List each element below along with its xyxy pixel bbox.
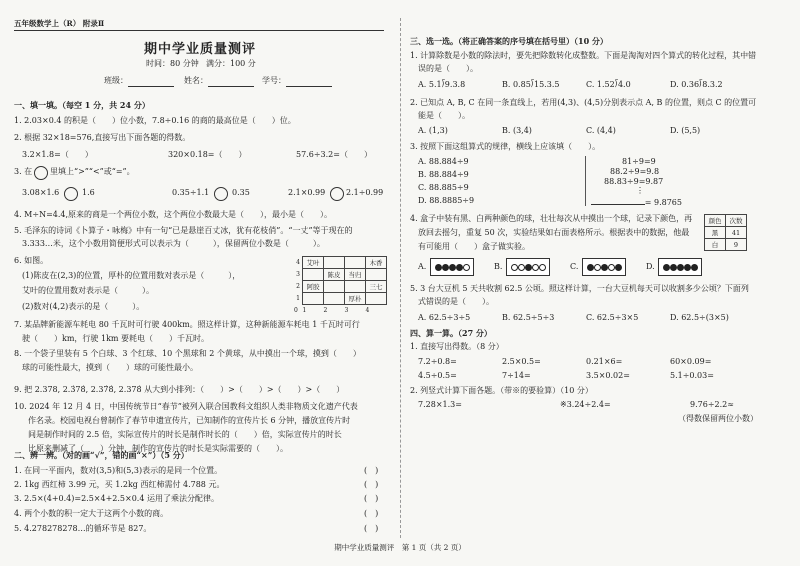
direct-2-2: 7÷14= (502, 371, 531, 380)
grid-row-label: 3 (296, 271, 300, 278)
grid-cell: 三七 (366, 281, 387, 293)
s2-paren-3[interactable]: ( ) (364, 494, 379, 503)
table-white-count: 9 (726, 239, 747, 251)
s1-q4: 4. M÷N=4.4,原来的商是一个两位小数，这个两位小数最大是（ ），最小是（ ）。 (14, 210, 333, 219)
s1-q6b: 艾叶的位置用数对表示是（ ）。 (22, 286, 154, 295)
s1-q2: 2. 根据 32×18=576,直接写出下面各题的得数。 (14, 133, 191, 142)
s3-q5a: 5. 3 台大豆机 5 天共收割 62.5 公顷。照这样计算，一台大豆机每天可以收割多少公顷？下面列 (410, 284, 749, 293)
s3-q2-optA[interactable]: A. (1,3) (418, 126, 448, 135)
page-footer: 期中学业质量测评 第 1 页（共 2 页） (334, 543, 466, 552)
grid-cell: 当归 (345, 269, 366, 281)
exam-time: 时间：80 分钟 (146, 59, 199, 68)
herb-grid (294, 256, 387, 316)
compare-right-2: 0.35 (232, 188, 250, 197)
s1-q10a: 10. 2024 年 12 月 4 日，中国传统节日“春节”被列入联合国教科文组织人类非物质文化遗产代表 (14, 402, 358, 411)
grid-cell (345, 257, 366, 269)
grid-cell (303, 269, 324, 281)
s3-q4c: 有可能用（ ）盒子做实验。 (418, 242, 530, 251)
grid-cell: 厚朴 (345, 293, 366, 305)
s1-q10b: 作名录。校园电视台曾制作了春节申遗宣传片，已知制作的宣传片长 6 分钟，播放宣传片时 (28, 416, 351, 425)
box-option-b[interactable]: B. (494, 262, 503, 271)
direct-2-1: 4.5÷0.5= (418, 371, 457, 380)
s1-q9: 9. 把 2.378, 2.3̇78̇, 2.37̇8̇, 2.378̇ 从大到小排列：（ ）>（ ）>（ ）>（ ） (14, 385, 345, 394)
grid-row-label: 1 (296, 295, 300, 302)
s1-q2b: 320×0.18=（ ） (168, 150, 247, 159)
s1-q7b: 驶（ ）km，行驶 1km 要耗电（ ）千瓦时。 (22, 334, 210, 343)
draw-result-table (704, 214, 747, 251)
grid-col-label: 1 (302, 307, 307, 314)
s3-q1-optB[interactable]: B. 0.85⟌15.3.5 (502, 80, 560, 89)
s1-q2a: 3.2×1.8=（ ） (22, 150, 93, 159)
direct-1-3: 0.21×6= (586, 357, 623, 366)
compare-right-3: 2.1÷0.99 (346, 188, 384, 197)
s3-q2-optD[interactable]: D. (5,5) (670, 126, 701, 135)
s3-q2-optB[interactable]: B. (3,4) (502, 126, 532, 135)
grid-cell: 陈皮 (324, 269, 345, 281)
s3-q4b: 放回去摇匀，重复 50 次，实验结果如右面表格所示。根据表中的数据，他最 (418, 228, 690, 237)
grid-col-label: 3 (344, 307, 349, 314)
grid-cell (324, 281, 345, 293)
s3-q2a: 2. 已知点 A, B, C 在同一条直线上，若用(4,3)、(4,5)分别表示点 A, B 的位置，则点 C 的位置可 (410, 98, 757, 107)
compare-left-3: 2.1×0.99 (288, 188, 326, 197)
s1-q5b: 3.333…米，这个小数用简便形式可以表示为（ ），保留两位小数是（ ）。 (22, 239, 325, 248)
s3-q5-optA[interactable]: A. 62.5÷3÷5 (418, 313, 471, 322)
id-label: 学号： (262, 76, 286, 85)
grid-cell (345, 281, 366, 293)
s3-q2-optC[interactable]: C. (4,4) (586, 126, 616, 135)
name-label: 姓名： (184, 76, 208, 85)
table-black-count: 41 (726, 227, 747, 239)
direct-2-3: 3.5×0.02= (586, 371, 630, 380)
s1-q2c: 57.6÷3.2=（ ） (296, 150, 372, 159)
s2-paren-2[interactable]: ( ) (364, 480, 379, 489)
s3-q1-optD[interactable]: D. 0.36⟌8.3.2 (670, 80, 723, 89)
grid-cell (366, 269, 387, 281)
compare-left-1: 3.08×1.6 (22, 188, 60, 197)
s3-q1a: 1. 计算除数是小数的除法时，要先把除数转化成整数。下面是淘淘对四个算式的转化过程，其中错 (410, 51, 757, 60)
s1-q10d: 比原来删减了（ ）分钟，制作的宣传片的时长是实际需要的（ ）。 (28, 444, 288, 453)
section4-heading: 四、算一算。（27 分） (410, 328, 492, 338)
section3-heading: 三、选一选。（将正确答案的序号填在括号里）（10 分） (410, 36, 608, 46)
direct-2-4: 5.1÷0.03= (670, 371, 714, 380)
s1-q6: 6. 如图。 (14, 256, 49, 265)
s3-q5b: 式错误的是（ ）。 (418, 297, 494, 306)
ball-box-a[interactable] (430, 258, 474, 276)
s3-q5-optB[interactable]: B. 62.5÷5÷3 (502, 313, 555, 322)
direct-1-4: 60×0.09= (670, 357, 712, 366)
s2-item-2: 2. 1kg 西红柿 3.99 元，买 1.2kg 西红柿需付 4.788 元。 (14, 480, 225, 489)
s3-q3-optC[interactable]: C. 88.885÷9 (418, 183, 469, 192)
id-field[interactable] (286, 76, 332, 87)
table-black-label: 黑 (705, 227, 726, 239)
s1-q7a: 7. 某品牌新能源车耗电 80 千瓦时可行驶 400km。照这样计算，这种新能源车耗电 1 千瓦时可行 (14, 320, 360, 329)
pattern-line-3: 88.83÷9=9.87 (604, 177, 664, 186)
vertical-2: ※3.24÷2.4= (560, 400, 611, 409)
direct-1-2: 2.5×0.5= (502, 357, 541, 366)
compare-circle-icon (34, 166, 48, 180)
s3-q3-optA[interactable]: A. 88.884÷9 (418, 157, 469, 166)
pattern-line-4: ⋮ (636, 186, 644, 195)
section1-heading: 一、填一填。（每空 1 分，共 24 分） (14, 100, 150, 110)
s3-q1b: 误的是（ ）。 (418, 64, 478, 73)
s3-q5-optC[interactable]: C. 62.5÷3×5 (586, 313, 639, 322)
s2-item-5: 5. 4.278278278…的循环节是 827。 (14, 524, 152, 533)
grid-cell: 木香 (366, 257, 387, 269)
compare-circle-3[interactable] (330, 187, 344, 201)
s3-q4a: 4. 盒子中装有黑、白两种颜色的球，壮壮每次从中摸出一个球，记录下颜色，再 (410, 214, 693, 223)
page-title: 期中学业质量测评 (143, 42, 256, 57)
s3-q3: 3. 按照下面这组算式的规律，横线上应该填（ ）。 (410, 142, 601, 151)
compare-right-1: 1.6 (82, 188, 95, 197)
s2-paren-4[interactable]: ( ) (364, 509, 379, 518)
s1-q6c: (2)数对(4,2)表示的是（ ）。 (22, 302, 145, 311)
direct-1-1: 7.2÷0.8= (418, 357, 457, 366)
vertical-3: 9.76÷2.2≈ (690, 400, 734, 409)
s2-paren-1[interactable]: ( ) (364, 466, 379, 475)
s1-q8b: 球的可能性最大，摸到（ ）球的可能性最小。 (22, 363, 198, 372)
s1-q6a: (1)陈皮在(2,3)的位置，厚朴的位置用数对表示是（ ）， (22, 271, 241, 280)
s3-q2b: 能是（ ）。 (418, 111, 470, 120)
s3-q1-optC[interactable]: C. 1.52⟌4.0 (586, 80, 631, 89)
s1-q8a: 8. 一个袋子里装有 5 个白球、3 个红球、10 个黑球和 2 个黄球，从中摸出一个球，摸到（ ） (14, 349, 361, 358)
vertical-note: （得数保留两位小数） (678, 414, 758, 423)
name-field[interactable] (208, 76, 254, 87)
header-rule (14, 30, 384, 31)
section2-heading: 二、辨一辨。（对的画“√”，错的画“×”）（5 分） (14, 450, 189, 460)
compare-left-2: 0.35÷1.1 (172, 188, 210, 197)
grid-row-label: 2 (296, 283, 300, 290)
ball-box-d[interactable] (658, 258, 702, 276)
exam-score: 满分：100 分 (206, 59, 256, 68)
class-field[interactable] (128, 76, 174, 87)
table-white-label: 白 (705, 239, 726, 251)
pattern-line-2: 88.2÷9=9.8 (610, 167, 660, 176)
s3-q1-optA[interactable]: A. 5.1⟌9.3.8 (418, 80, 466, 89)
s2-item-3: 3. 2.5×(4+0.4)=2.5×4+2.5×0.4 运用了乘法分配律。 (14, 494, 219, 503)
grid-cell (324, 293, 345, 305)
class-label: 班级： (104, 76, 128, 85)
grid-col-label: 0 (294, 306, 298, 314)
compare-circle-1[interactable] (64, 187, 78, 201)
book-tag: 五年级数学上（R） 附录Ⅱ (14, 19, 105, 28)
s1-q5a: 5. 毛泽东的诗词《卜算子・咏梅》中有一句“已是悬崖百丈冰，犹有花枝俏”。“一丈”等于现在的 (14, 226, 353, 235)
pattern-line-1: 81÷9=9 (622, 157, 656, 166)
pattern-line-5: = 9.8765 (590, 196, 682, 208)
grid-cell: 艾叶 (303, 257, 324, 269)
s2-paren-5[interactable]: ( ) (364, 524, 379, 533)
s3-q3-optB[interactable]: B. 88.884÷9 (418, 170, 469, 179)
grid-cell (366, 293, 387, 305)
box-option-c[interactable]: C. (570, 262, 579, 271)
s4-q2: 2. 列竖式计算下面各题。（带※的要验算）（10 分） (410, 386, 593, 395)
grid-row-label: 4 (296, 259, 300, 266)
s3-q5-optD[interactable]: D. 62.5÷(3×5) (670, 313, 729, 322)
compare-circle-2[interactable] (214, 187, 228, 201)
grid-cell (303, 293, 324, 305)
table-header-count: 次数 (726, 215, 747, 227)
grid-cell: 阿胶 (303, 281, 324, 293)
ball-box-c[interactable] (582, 258, 626, 276)
box-option-a[interactable]: A. (418, 262, 427, 271)
grid-col-label: 2 (323, 307, 328, 314)
s2-item-1: 1. 在同一平面内，数对(3,5)和(5,3)表示的是同一个位置。 (14, 466, 223, 475)
grid-col-label: 4 (365, 307, 370, 314)
box-option-d[interactable]: D. (646, 262, 655, 271)
s1-q3-suffix: 里填上“>”“<”或“=”。 (50, 167, 135, 176)
s2-item-4: 4. 两个小数的积一定大于这两个小数的商。 (14, 509, 169, 518)
s3-q3-optD[interactable]: D. 88.8885÷9 (418, 196, 475, 205)
s1-q1: 1. 2.03×0.4 的积是（ ）位小数，7.8÷0.16 的商的最高位是（ ）位。 (14, 116, 296, 125)
s1-q3: 3. 在 (14, 167, 33, 176)
vertical-1: 7.28×1.3= (418, 400, 462, 409)
grid-cell (324, 257, 345, 269)
ball-box-b[interactable] (506, 258, 550, 276)
table-header-color: 颜色 (705, 215, 726, 227)
column-divider (400, 18, 401, 538)
s1-q10c: 间是制作时间的 2.5 倍，实际宣传片的时长是制作时长的（ ）倍，实际宣传片的时长 (28, 430, 342, 439)
s4-q1: 1. 直接写出得数。（8 分） (410, 342, 504, 351)
